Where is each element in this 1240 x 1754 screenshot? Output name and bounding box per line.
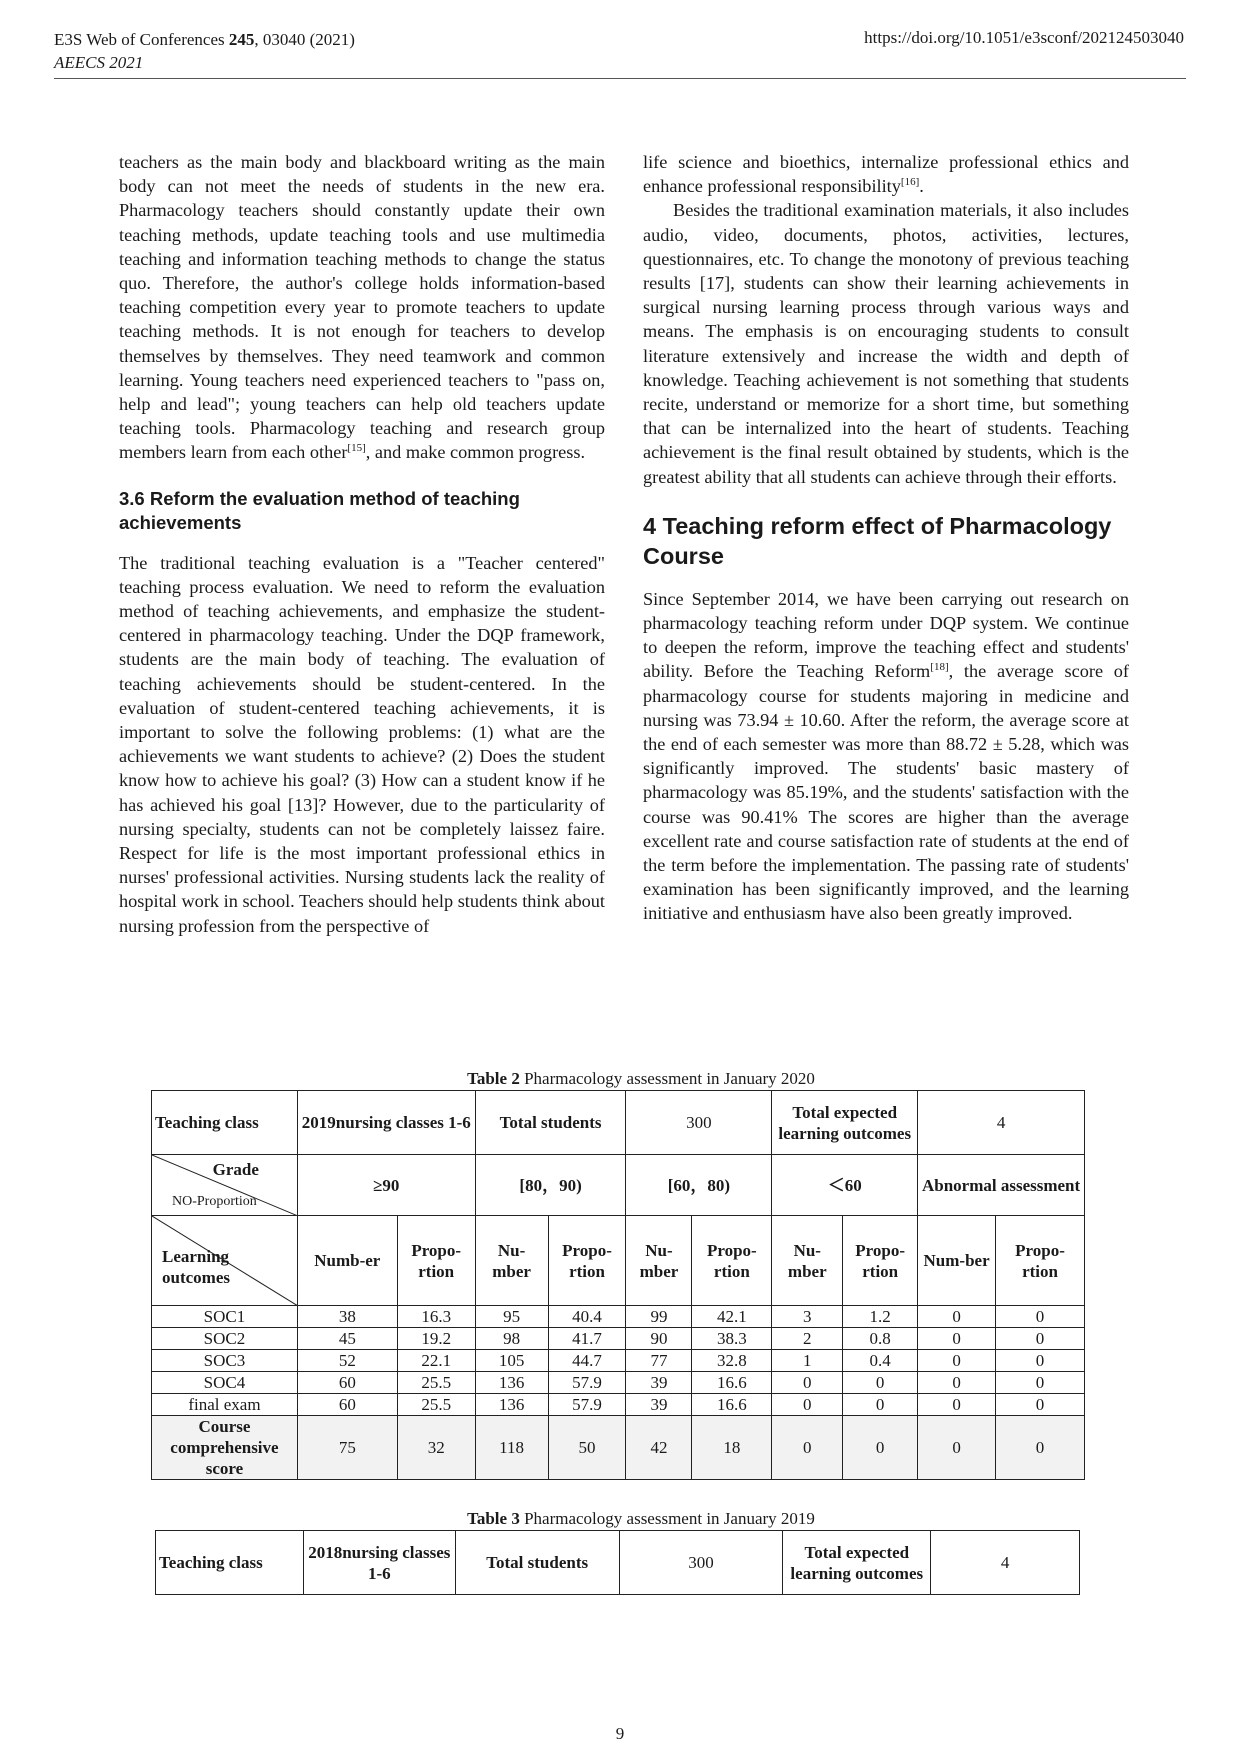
table-caption: Table 3 Pharmacology assessment in January 2019 xyxy=(467,1509,815,1528)
table-cell: 98 xyxy=(475,1328,548,1350)
citation-ref[interactable]: [15] xyxy=(347,442,366,455)
table-cell: 105 xyxy=(475,1350,548,1372)
row-label: SOC1 xyxy=(152,1306,298,1328)
table-row xyxy=(152,1394,1085,1416)
subheader-cell: Nu-mber xyxy=(772,1216,843,1306)
table-info-row xyxy=(156,1531,1080,1595)
table-cell: 0.4 xyxy=(843,1350,918,1372)
right-column xyxy=(643,150,1129,926)
table-cell: 75 xyxy=(297,1416,397,1480)
table-cell: 0 xyxy=(918,1350,996,1372)
total-students-value: 300 xyxy=(626,1091,772,1155)
running-header xyxy=(54,28,355,74)
table-cell: 0 xyxy=(918,1394,996,1416)
table-cell: 0 xyxy=(996,1394,1085,1416)
table-cell: 0 xyxy=(772,1372,843,1394)
table-cell: 0 xyxy=(843,1416,918,1480)
table-cell: 118 xyxy=(475,1416,548,1480)
table-cell: 0 xyxy=(843,1372,918,1394)
table-cell: 99 xyxy=(626,1306,692,1328)
paragraph: The traditional teaching evaluation is a "Teacher centered" teaching process evaluation. We need to reform the evaluation method of teaching achievements, and emphasize the student-centered in pharmacology teaching. Under the DQP framework, students are the main body of teaching. The evaluation of teaching achievements should be student-centered. In the evaluation of student-centered teaching achievements, it is important to solve the following problems: (1) what are the achievements we want students to achieve? (2) Does the student know how to achieve his goal? (3) How can a student know if he has achieved his goal [13]? However, due to the particularity of nursing specialty, students can not be completely laissez faire. Respect for life is the most important professional ethics in nurses' professional activities. Nursing students lack the reality of hospital work in school. Teachers should help students think about nursing profession from the perspective of xyxy=(119,552,605,936)
paragraph: Besides the traditional examination materials, it also includes audio, video, documents, photos, activities, lectures, questionnaires, etc. To change the monotony of previous teaching results [17], students can show their learning achievements in surgical nursing learning process through various ways and means. The emphasis is on encouraging students to consult literature extensively and increase the width and depth of knowledge. Teaching achievement is not something that students recite, understand or memorize for a short time, but something that can be internalized into the heart of students. Teaching achievement is the final result obtained by students, which is the greatest ability that all students can achieve through their efforts. xyxy=(643,200,1129,487)
table-cell: 0 xyxy=(996,1416,1085,1480)
journal-citation: E3S Web of Conferences 245, 03040 (2021) xyxy=(54,30,355,49)
assessment-table-2020 xyxy=(151,1090,1085,1480)
table-cell: 39 xyxy=(626,1394,692,1416)
table-cell: 32.8 xyxy=(692,1350,772,1372)
grade-col-header: [60，80) xyxy=(626,1155,772,1216)
table-cell: 77 xyxy=(626,1350,692,1372)
assessment-table-2019 xyxy=(155,1530,1080,1595)
table-row xyxy=(152,1416,1085,1480)
table-row xyxy=(152,1350,1085,1372)
subheader-cell: Num-ber xyxy=(918,1216,996,1306)
section-heading: 3.6 Reform the evaluation method of teaching achievements xyxy=(119,487,520,533)
table-cell: 50 xyxy=(548,1416,626,1480)
table-cell: 90 xyxy=(626,1328,692,1350)
table-cell: 25.5 xyxy=(397,1394,475,1416)
table-cell: 16.6 xyxy=(692,1394,772,1416)
citation-ref[interactable]: [16] xyxy=(900,176,920,189)
teaching-class-label: Teaching class xyxy=(156,1531,304,1595)
learning-outcomes-label: Learning outcomes xyxy=(162,1247,230,1287)
table-cell: 0 xyxy=(843,1394,918,1416)
table-cell: 0 xyxy=(996,1306,1085,1328)
row-label: SOC4 xyxy=(152,1372,298,1394)
table-cell: 40.4 xyxy=(548,1306,626,1328)
table-cell: 60 xyxy=(297,1394,397,1416)
table-cell: 0 xyxy=(918,1328,996,1350)
section-heading: 4 Teaching reform effect of Pharmacology Course xyxy=(643,512,1112,569)
total-students-value: 300 xyxy=(619,1531,783,1595)
conference-name: AEECS 2021 xyxy=(54,53,144,72)
table-cell: 1 xyxy=(772,1350,843,1372)
subheader-cell: Nu-mber xyxy=(475,1216,548,1306)
subheader-row xyxy=(152,1216,1085,1306)
total-students-label: Total students xyxy=(455,1531,619,1595)
no-proportion-label: NO-Proportion xyxy=(172,1194,257,1209)
table-cell: 0 xyxy=(918,1372,996,1394)
grade-label: Grade xyxy=(212,1160,259,1179)
table-row xyxy=(152,1372,1085,1394)
subheader-cell: Propo-rtion xyxy=(692,1216,772,1306)
table-cell: 22.1 xyxy=(397,1350,475,1372)
table-cell: 38.3 xyxy=(692,1328,772,1350)
table-cell: 44.7 xyxy=(548,1350,626,1372)
paragraph: Since September 2014, we have been carrying out research on pharmacology teaching reform under DQP system. We continue to deepen the reform, improve the teaching effect and students' ability. Before the Teaching Reform[18], the average score of pharmacology course for students majoring in medicine and nursing was 73.94 ± 10.60. After the reform, the average score at the end of each semester was more than 88.72 ± 5.28, which was significantly improved. The students' basic mastery of pharmacology was 85.19%, and the students' satisfaction with the course was 90.41% The scores are higher than the average excellent rate and course satisfaction rate of students at the end of the term before the implementation. The passing rate of students' examination has been significantly improved, and the learning initiative and enthusiasm have also been greatly improved. xyxy=(643,588,1129,924)
table-row xyxy=(152,1328,1085,1350)
subheader-cell: Propo-rtion xyxy=(548,1216,626,1306)
subheader-cell: Propo-rtion xyxy=(843,1216,918,1306)
learning-outcomes-header-cell xyxy=(152,1216,298,1306)
table-cell: 136 xyxy=(475,1372,548,1394)
table-cell: 3 xyxy=(772,1306,843,1328)
table-cell: 0 xyxy=(918,1416,996,1480)
table-cell: 57.9 xyxy=(548,1394,626,1416)
table-cell: 136 xyxy=(475,1394,548,1416)
grade-header-row xyxy=(152,1155,1085,1216)
table-cell: 18 xyxy=(692,1416,772,1480)
table-cell: 32 xyxy=(397,1416,475,1480)
table-cell: 0 xyxy=(996,1372,1085,1394)
row-label: SOC3 xyxy=(152,1350,298,1372)
table-cell: 60 xyxy=(297,1372,397,1394)
table-cell: 0 xyxy=(996,1350,1085,1372)
grade-col-header: [80，90) xyxy=(475,1155,626,1216)
table-cell: 19.2 xyxy=(397,1328,475,1350)
row-label: Course comprehensive score xyxy=(152,1416,298,1480)
table-cell: 0 xyxy=(772,1394,843,1416)
paragraph: teachers as the main body and blackboard writing as the main body can not meet the needs of students in the new era. Pharmacology teachers should constantly update their own teaching methods, update teaching tools and use multimedia teaching and information teaching methods to change the status quo. Therefore, the author's college holds information-based teaching competition every year to promote teachers to update teaching methods. It is not enough for teachers to develop themselves by themselves. They need teamwork and common learning. Young teachers need experienced teachers to "pass on, help and lead"; young teachers can help old teachers update teaching tools. Pharmacology teaching and research group members learn from each other[15], and make common progress. xyxy=(119,152,605,463)
header-divider xyxy=(54,78,1186,79)
total-outcomes-value: 4 xyxy=(918,1091,1085,1155)
table-cell: 42.1 xyxy=(692,1306,772,1328)
page-number: 9 xyxy=(615,1724,625,1743)
table-cell: 52 xyxy=(297,1350,397,1372)
left-column xyxy=(119,150,605,938)
table-cell: 1.2 xyxy=(843,1306,918,1328)
total-outcomes-label: Total expected learning outcomes xyxy=(772,1091,918,1155)
table-cell: 95 xyxy=(475,1306,548,1328)
subheader-cell: Propo-rtion xyxy=(996,1216,1085,1306)
grade-col-header: ≥90 xyxy=(297,1155,475,1216)
subheader-cell: Propo-rtion xyxy=(397,1216,475,1306)
subheader-cell: Numb-er xyxy=(297,1216,397,1306)
teaching-class-label: Teaching class xyxy=(152,1091,298,1155)
table-caption: Table 2 Pharmacology assessment in January 2020 xyxy=(467,1069,815,1088)
table-cell: 2 xyxy=(772,1328,843,1350)
table-body xyxy=(152,1306,1085,1480)
table-cell: 0 xyxy=(996,1328,1085,1350)
citation-ref[interactable]: [18] xyxy=(930,661,949,674)
table-cell: 16.6 xyxy=(692,1372,772,1394)
subheader-cell: Nu-mber xyxy=(626,1216,692,1306)
table-cell: 25.5 xyxy=(397,1372,475,1394)
grade-col-header: Abnormal assessment xyxy=(918,1155,1085,1216)
doi-link[interactable]: https://doi.org/10.1051/e3sconf/202124503040 xyxy=(864,28,1184,47)
paragraph: life science and bioethics, internalize professional ethics and enhance professional responsibility[16]. xyxy=(643,152,1129,197)
total-students-label: Total students xyxy=(475,1091,626,1155)
table-cell: 57.9 xyxy=(548,1372,626,1394)
class-value: 2019nursing classes 1-6 xyxy=(297,1091,475,1155)
table-cell: 38 xyxy=(297,1306,397,1328)
row-label: final exam xyxy=(152,1394,298,1416)
table-cell: 0 xyxy=(772,1416,843,1480)
grade-col-header: ＜60 xyxy=(772,1155,918,1216)
table-cell: 0 xyxy=(918,1306,996,1328)
table-cell: 42 xyxy=(626,1416,692,1480)
table-cell: 0.8 xyxy=(843,1328,918,1350)
diagonal-header-cell xyxy=(152,1155,298,1216)
total-outcomes-label: Total expected learning outcomes xyxy=(783,1531,931,1595)
table-cell: 39 xyxy=(626,1372,692,1394)
class-value: 2018nursing classes 1-6 xyxy=(303,1531,455,1595)
table-cell: 16.3 xyxy=(397,1306,475,1328)
row-label: SOC2 xyxy=(152,1328,298,1350)
total-outcomes-value: 4 xyxy=(931,1531,1080,1595)
table-row xyxy=(152,1306,1085,1328)
table-cell: 45 xyxy=(297,1328,397,1350)
table-info-row xyxy=(152,1091,1085,1155)
table-cell: 41.7 xyxy=(548,1328,626,1350)
